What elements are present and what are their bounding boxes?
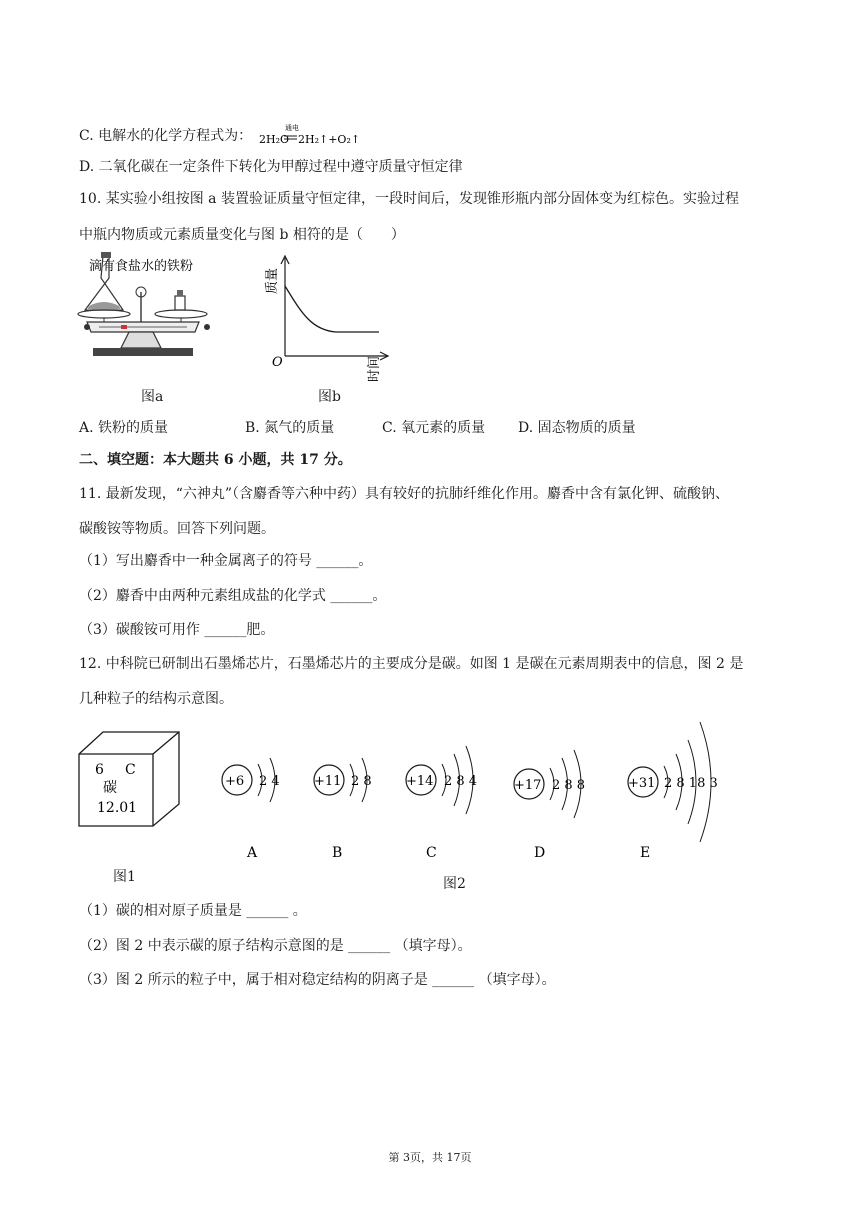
stopper-icon bbox=[101, 252, 111, 258]
question-11-part-2: （2）麝香中由两种元素组成盐的化学式 ______。 bbox=[79, 588, 387, 604]
equation-left: 2H₂O bbox=[258, 133, 289, 146]
origin-label: O bbox=[272, 355, 283, 370]
particle-a-electrons: 2 4 bbox=[259, 774, 280, 789]
figure-2-caption: 图2 bbox=[443, 876, 466, 892]
question-11-line-2: 碳酸铵等物质。回答下列问题。 bbox=[79, 521, 275, 537]
atomic-number: 6 bbox=[95, 762, 104, 778]
particle-a-nucleus: +6 bbox=[225, 774, 245, 789]
particle-e bbox=[628, 722, 718, 861]
equation-right: 2H₂↑+O₂↑ bbox=[297, 133, 360, 146]
element-symbol: C bbox=[125, 762, 136, 778]
option-d-line: D. 二氧化碳在一定条件下转化为甲醇过程中遵守质量守恒定律 bbox=[79, 159, 463, 175]
page-footer: 第 3页，共 17页 bbox=[388, 1151, 472, 1164]
element-name: 碳 bbox=[103, 780, 117, 796]
figure-a-balance bbox=[79, 252, 219, 364]
electrolysis-equation bbox=[258, 121, 360, 151]
q10-option-c: C. 氧元素的质量 bbox=[382, 420, 486, 436]
particle-b-nucleus: +11 bbox=[314, 774, 342, 789]
question-10-line-1: 10. 某实验小组按图 a 装置验证质量守恒定律，一段时间后，发现锥形瓶内部分固体变为红棕色。实验过程 bbox=[79, 191, 739, 207]
q10-option-a: A. 铁粉的质量 bbox=[79, 420, 169, 436]
particle-a-letter: A bbox=[247, 845, 258, 861]
particle-c-letter: C bbox=[426, 845, 437, 861]
particle-c bbox=[406, 746, 477, 861]
q10-option-b: B. 氮气的质量 bbox=[245, 420, 335, 436]
question-12-part-1: （1）碳的相对原子质量是 ______ 。 bbox=[79, 903, 307, 919]
balance-base-icon bbox=[93, 348, 193, 356]
particle-c-nucleus: +14 bbox=[406, 774, 434, 789]
particle-d-electrons: 2 8 8 bbox=[552, 778, 586, 793]
figure-b-graph bbox=[265, 252, 392, 382]
question-11-line-1: 11. 最新发现，“六神丸”（含麝香等六种中药）具有较好的抗肺纤维化作用。麝香中含有氯化钾、硫酸钠、 bbox=[79, 486, 730, 502]
option-c-text: C. 电解水的化学方程式为： bbox=[79, 128, 253, 144]
question-10-line-2: 中瓶内物质或元素质量变化与图 b 相符的是（ ） bbox=[79, 227, 405, 243]
particle-c-electrons: 2 8 4 bbox=[444, 774, 478, 789]
particle-b-electrons: 2 8 bbox=[351, 774, 372, 789]
particle-b-letter: B bbox=[332, 845, 343, 861]
question-11-part-1: （1）写出麝香中一种金属离子的符号 ______。 bbox=[79, 553, 373, 569]
figure-b-caption: 图b bbox=[318, 389, 341, 405]
atomic-mass: 12.01 bbox=[97, 800, 138, 816]
equation-condition: 通电 bbox=[284, 124, 299, 132]
particle-e-electrons: 2 8 18 3 bbox=[664, 776, 718, 791]
particle-b bbox=[314, 758, 372, 861]
figure-2-particles bbox=[218, 712, 728, 862]
particle-e-nucleus: +31 bbox=[628, 776, 656, 791]
iron-powder-icon bbox=[87, 302, 121, 310]
figure-a-label: 滴有食盐水的铁粉 bbox=[89, 259, 194, 274]
y-axis-label: 质量 bbox=[265, 267, 280, 294]
question-12-part-2: （2）图 2 中表示碳的原子结构示意图的是 ______ （填字母）。 bbox=[79, 938, 472, 954]
q10-option-d: D. 固态物质的质量 bbox=[518, 420, 636, 436]
particle-d-letter: D bbox=[534, 845, 546, 861]
element-card-carbon bbox=[79, 730, 191, 830]
weight-icon bbox=[175, 296, 185, 310]
question-12-line-1: 12. 中科院已研制出石墨烯芯片，石墨烯芯片的主要成分是碳。如图 1 是碳在元素周期表中的信息，图 2 是 bbox=[79, 656, 744, 672]
question-11-part-3: （3）碳酸铵可用作 ______肥。 bbox=[79, 622, 275, 638]
option-c-line bbox=[79, 121, 360, 151]
question-12-part-3: （3）图 2 所示的粒子中，属于相对稳定结构的阴离子是 ______ （填字母）。 bbox=[79, 972, 556, 988]
figure-a-caption: 图a bbox=[141, 389, 164, 405]
particle-d-nucleus: +17 bbox=[514, 778, 542, 793]
section-heading: 二、填空题：本大题共 6 小题，共 17 分。 bbox=[79, 452, 352, 468]
mass-curve bbox=[285, 286, 379, 332]
x-axis-label: 时间 bbox=[367, 355, 382, 382]
particle-d bbox=[514, 750, 585, 861]
question-12-line-2: 几种粒子的结构示意图。 bbox=[79, 691, 233, 707]
figure-1-caption: 图1 bbox=[113, 869, 136, 885]
particle-e-letter: E bbox=[640, 845, 651, 861]
particle-a bbox=[222, 758, 280, 861]
